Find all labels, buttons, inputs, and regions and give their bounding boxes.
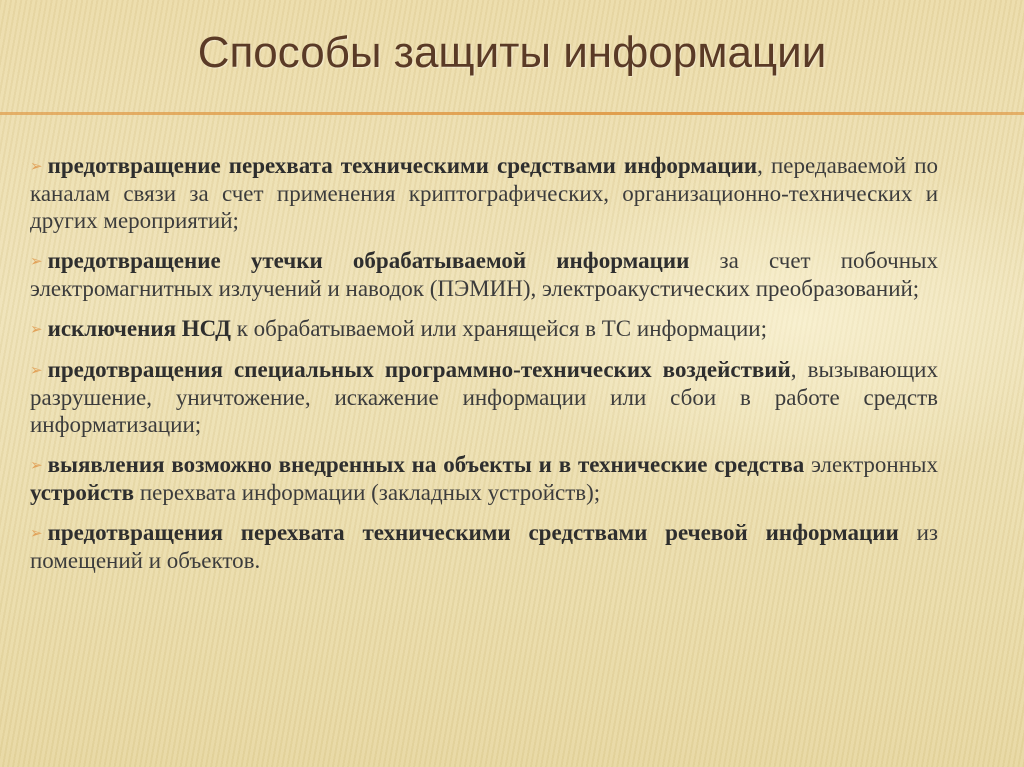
- item-text: , вызывающих разрушение, уничтожение, искажение информации или сбои в работе средств информатизации;: [30, 357, 938, 437]
- list-item: [30, 315, 938, 343]
- item-text: за счет побочных электромагнитных излучений и наводок (ПЭМИН), электроакустических преобразований;: [30, 248, 938, 301]
- item-text: к обрабатываемой или хранящейся в ТС информации;: [230, 316, 767, 341]
- title-divider: [0, 112, 1024, 115]
- slide-title: Способы защиты информации: [197, 28, 827, 77]
- item-bold-text-2: устройств: [30, 480, 135, 505]
- list-item: [30, 152, 938, 234]
- item-bold-text: предотвращение перехвата техническими средствами информации: [47, 153, 758, 178]
- item-bold-text: предотвращение утечки обрабатываемой информации: [47, 248, 690, 273]
- bullet-arrow-icon: ➢: [30, 456, 43, 474]
- list-item: [30, 247, 938, 302]
- bullet-arrow-icon: ➢: [30, 320, 43, 338]
- bullet-arrow-icon: ➢: [30, 157, 43, 175]
- bullet-list: [30, 152, 938, 587]
- item-text: , передаваемой по каналам связи за счет применения криптографических, организационно-технических и других мероприятий;: [30, 153, 939, 233]
- bullet-arrow-icon: ➢: [30, 252, 43, 270]
- item-bold-text: предотвращения перехвата техническими средствами речевой информации: [47, 520, 899, 545]
- list-item: [30, 356, 938, 438]
- item-text: электронных: [804, 452, 939, 477]
- item-bold-text: предотвращения специальных программно-технических воздействий: [47, 357, 791, 382]
- bullet-arrow-icon: ➢: [30, 524, 43, 542]
- bullet-arrow-icon: ➢: [30, 361, 43, 379]
- list-item: [30, 451, 938, 506]
- list-item: [30, 519, 938, 574]
- item-bold-text: выявления возможно внедренных на объекты и в технические средства: [47, 452, 805, 477]
- item-text: из помещений и объектов.: [30, 520, 938, 573]
- item-bold-text: исключения НСД: [47, 316, 231, 341]
- item-text-2: перехвата информации (закладных устройств);: [134, 480, 601, 505]
